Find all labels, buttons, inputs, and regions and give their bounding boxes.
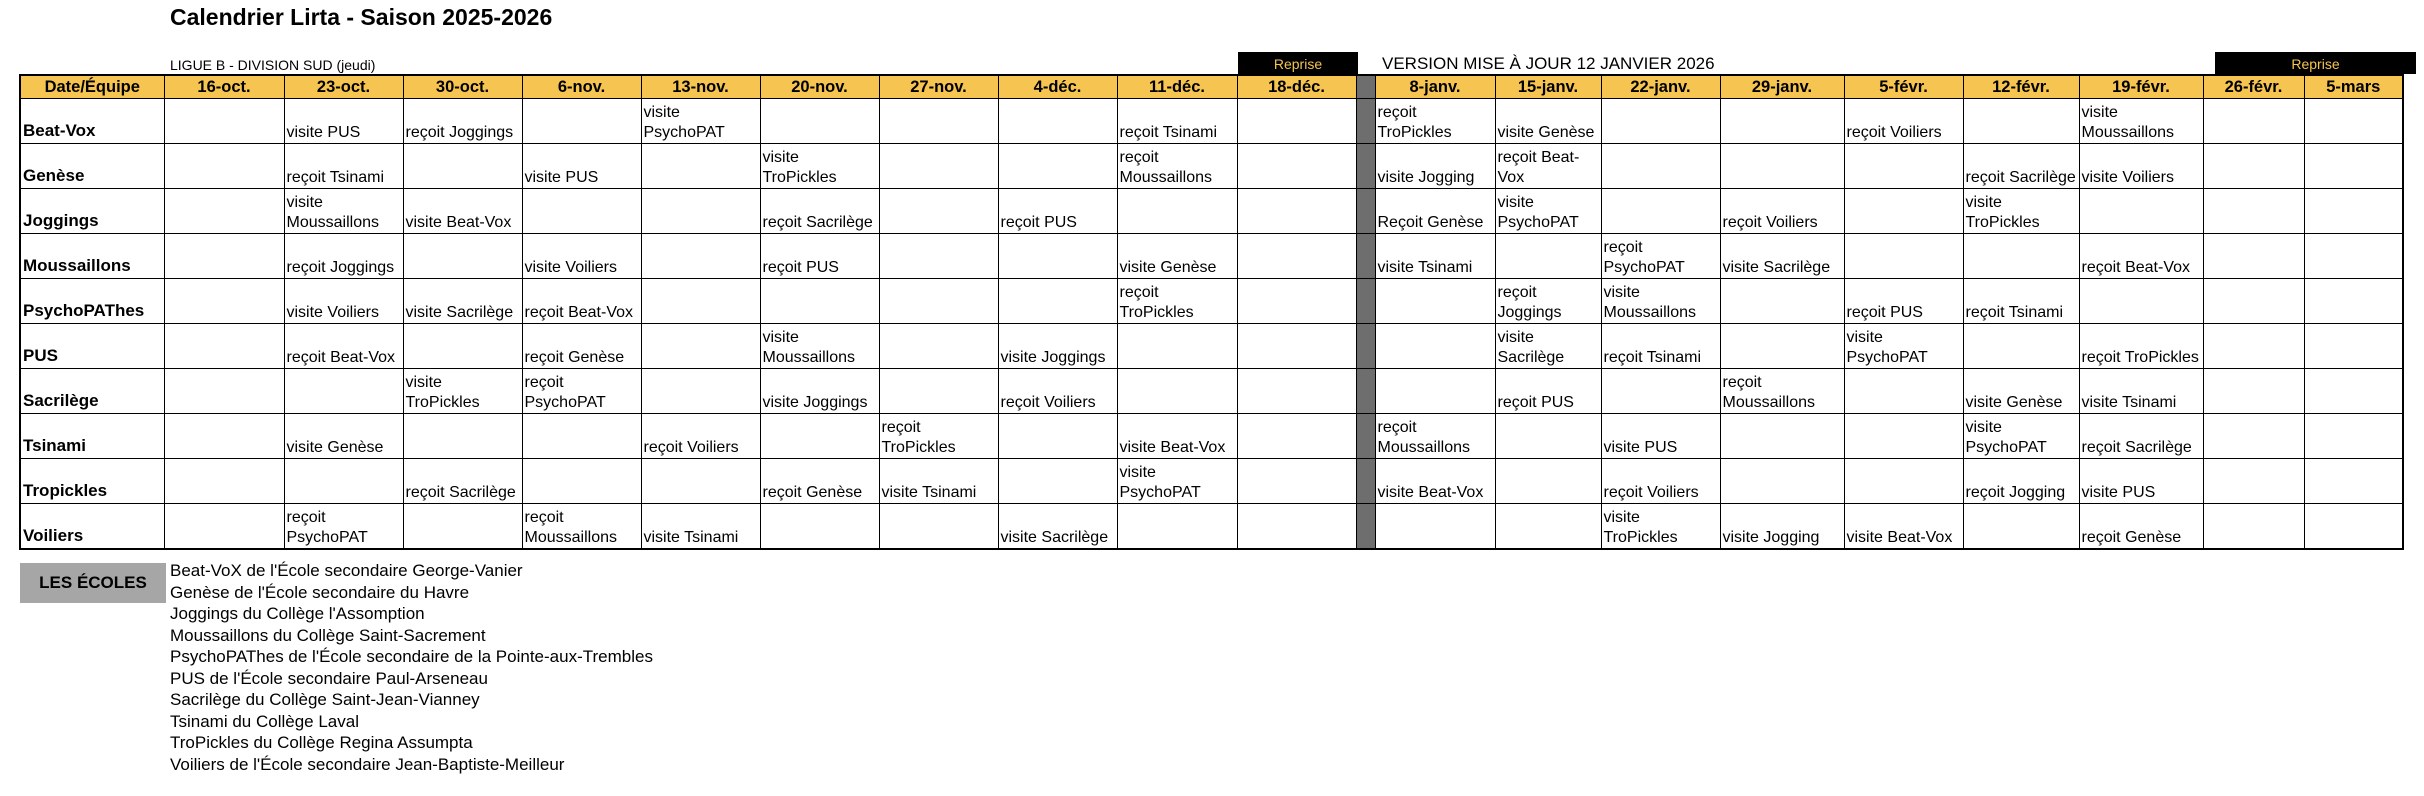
game-cell: visite Voiliers [284, 279, 403, 324]
game-cell [1963, 99, 2079, 144]
game-cell: reçoit Joggings [1495, 279, 1601, 324]
game-cell: visite Beat-Vox [1117, 414, 1237, 459]
schools-label: LES ÉCOLES [20, 563, 166, 603]
game-cell: reçoit Sacrilège [403, 459, 522, 504]
game-cell: visite Sacrilège [403, 279, 522, 324]
date-header: 6-nov. [522, 75, 641, 99]
date-header: 20-nov. [760, 75, 879, 99]
separator-cell [1356, 459, 1375, 504]
game-cell [1844, 189, 1963, 234]
game-cell [1720, 324, 1844, 369]
game-cell [284, 459, 403, 504]
game-cell: reçoit Tsinami [1117, 99, 1237, 144]
team-row [20, 504, 2403, 550]
game-cell [2079, 279, 2203, 324]
game-cell: visite Jogging [1720, 504, 1844, 550]
game-cell [1720, 414, 1844, 459]
game-cell [1963, 504, 2079, 550]
game-cell: visite PsychoPAT [1963, 414, 2079, 459]
game-cell [403, 504, 522, 550]
game-cell [1237, 459, 1356, 504]
game-cell: visite TroPickles [1601, 504, 1720, 550]
separator-cell [1356, 234, 1375, 279]
team-row [20, 279, 2403, 324]
team-name: Genèse [20, 144, 164, 189]
game-cell: reçoit Beat-Vox [2079, 234, 2203, 279]
game-cell [1720, 99, 1844, 144]
game-cell [2304, 279, 2403, 324]
game-cell [760, 414, 879, 459]
game-cell [1375, 324, 1495, 369]
game-cell [1237, 324, 1356, 369]
date-header: 30-oct. [403, 75, 522, 99]
game-cell: reçoit Tsinami [1963, 279, 2079, 324]
game-cell [879, 144, 998, 189]
game-cell [164, 504, 284, 550]
game-cell: visite PUS [1601, 414, 1720, 459]
game-cell [2203, 414, 2304, 459]
game-cell [164, 99, 284, 144]
game-cell [1844, 369, 1963, 414]
game-cell [1237, 189, 1356, 234]
team-name: PsychoPAThes [20, 279, 164, 324]
game-cell [1495, 234, 1601, 279]
game-cell [879, 279, 998, 324]
game-cell: reçoit Tsinami [284, 144, 403, 189]
league-subtitle: LIGUE B - DIVISION SUD (jeudi) [170, 57, 376, 73]
game-cell [522, 99, 641, 144]
game-cell: visite Genèse [284, 414, 403, 459]
game-cell [403, 414, 522, 459]
game-cell [1844, 144, 1963, 189]
game-cell: visite Tsinami [879, 459, 998, 504]
date-header: 13-nov. [641, 75, 760, 99]
game-cell [2203, 144, 2304, 189]
game-cell: reçoit PsychoPAT [284, 504, 403, 550]
game-cell [1495, 414, 1601, 459]
game-cell: visite Genèse [1963, 369, 2079, 414]
game-cell [1237, 279, 1356, 324]
game-cell [164, 144, 284, 189]
game-cell [879, 99, 998, 144]
game-cell [2203, 234, 2304, 279]
game-cell: reçoit Voiliers [641, 414, 760, 459]
team-row [20, 144, 2403, 189]
game-cell: reçoit TroPickles [1117, 279, 1237, 324]
date-header: 23-oct. [284, 75, 403, 99]
game-cell [403, 234, 522, 279]
game-cell [641, 189, 760, 234]
school-item: Moussaillons du Collège Saint-Sacrement [170, 625, 486, 645]
date-header: 26-févr. [2203, 75, 2304, 99]
game-cell: reçoit Sacrilège [1963, 144, 2079, 189]
schools-list [170, 560, 653, 775]
game-cell: reçoit TroPickles [2079, 324, 2203, 369]
game-cell: reçoit Genèse [760, 459, 879, 504]
game-cell [1495, 459, 1601, 504]
game-cell [1495, 504, 1601, 550]
game-cell: reçoit Voiliers [1601, 459, 1720, 504]
game-cell [164, 369, 284, 414]
game-cell: reçoit Beat-Vox [522, 279, 641, 324]
separator-column [1356, 75, 1375, 99]
game-cell [2304, 459, 2403, 504]
reprise-badge-february: Reprise [2215, 52, 2416, 74]
game-cell [2203, 369, 2304, 414]
game-cell [1601, 99, 1720, 144]
school-item: Genèse de l'École secondaire du Havre [170, 582, 470, 602]
game-cell [403, 144, 522, 189]
separator-cell [1356, 504, 1375, 550]
game-cell: visite Beat-Vox [1844, 504, 1963, 550]
game-cell [1237, 234, 1356, 279]
game-cell: visite PsychoPAT [641, 99, 760, 144]
date-header: 15-janv. [1495, 75, 1601, 99]
game-cell: reçoit PsychoPAT [522, 369, 641, 414]
game-cell [1237, 144, 1356, 189]
team-row [20, 189, 2403, 234]
date-header: 4-déc. [998, 75, 1117, 99]
game-cell: reçoit Genèse [522, 324, 641, 369]
team-name: Tropickles [20, 459, 164, 504]
reprise-badge-december: Reprise [1238, 52, 1358, 74]
game-cell [2304, 369, 2403, 414]
separator-cell [1356, 369, 1375, 414]
team-row [20, 414, 2403, 459]
game-cell [641, 324, 760, 369]
game-cell: reçoit TroPickles [879, 414, 998, 459]
header-row [20, 75, 2403, 99]
game-cell: reçoit Moussaillons [1117, 144, 1237, 189]
game-cell [2304, 99, 2403, 144]
game-cell [760, 504, 879, 550]
game-cell [164, 279, 284, 324]
game-cell: visite Moussaillons [1601, 279, 1720, 324]
game-cell [1601, 369, 1720, 414]
date-header: 12-févr. [1963, 75, 2079, 99]
game-cell [2203, 279, 2304, 324]
game-cell [879, 369, 998, 414]
game-cell: reçoit Voiliers [1844, 99, 1963, 144]
game-cell: visite TroPickles [1963, 189, 2079, 234]
game-cell [1237, 504, 1356, 550]
game-cell [879, 189, 998, 234]
game-cell [998, 279, 1117, 324]
team-name: Voiliers [20, 504, 164, 550]
game-cell [1601, 189, 1720, 234]
date-header: 19-févr. [2079, 75, 2203, 99]
team-row [20, 99, 2403, 144]
school-item: TroPickles du Collège Regina Assumpta [170, 733, 473, 752]
game-cell: visite TroPickles [760, 144, 879, 189]
game-cell: reçoit PUS [1495, 369, 1601, 414]
game-cell: reçoit Moussaillons [1720, 369, 1844, 414]
game-cell [760, 99, 879, 144]
game-cell [2304, 504, 2403, 550]
game-cell: visite PUS [284, 99, 403, 144]
team-row [20, 369, 2403, 414]
game-cell [760, 279, 879, 324]
separator-cell [1356, 414, 1375, 459]
game-cell [2304, 144, 2403, 189]
game-cell: visite PUS [522, 144, 641, 189]
team-name: Tsinami [20, 414, 164, 459]
game-cell [2203, 189, 2304, 234]
game-cell: reçoit Jogging [1963, 459, 2079, 504]
game-cell [1720, 459, 1844, 504]
game-cell [2203, 504, 2304, 550]
game-cell [2203, 324, 2304, 369]
game-cell [164, 324, 284, 369]
date-header: 16-oct. [164, 75, 284, 99]
version-note: VERSION MISE À JOUR 12 JANVIER 2026 [1382, 54, 1715, 73]
date-header: 5-mars [2304, 75, 2403, 99]
game-cell: reçoit Moussaillons [1375, 414, 1495, 459]
game-cell [1237, 369, 1356, 414]
school-item: Sacrilège du Collège Saint-Jean-Vianney [170, 690, 480, 709]
game-cell [1117, 189, 1237, 234]
game-cell [2304, 189, 2403, 234]
game-cell [1117, 324, 1237, 369]
game-cell [998, 459, 1117, 504]
game-cell [641, 144, 760, 189]
game-cell: reçoit Joggings [284, 234, 403, 279]
game-cell: visite TroPickles [403, 369, 522, 414]
game-cell [2304, 324, 2403, 369]
game-cell: reçoit PsychoPAT [1601, 234, 1720, 279]
team-name: Moussaillons [20, 234, 164, 279]
game-cell [998, 234, 1117, 279]
game-cell [998, 144, 1117, 189]
game-cell: visite Tsinami [1375, 234, 1495, 279]
game-cell: reçoit PUS [760, 234, 879, 279]
game-cell [164, 234, 284, 279]
game-cell: reçoit PUS [998, 189, 1117, 234]
game-cell [1117, 369, 1237, 414]
game-cell: visite Tsinami [2079, 369, 2203, 414]
separator-cell [1356, 279, 1375, 324]
game-cell [522, 414, 641, 459]
date-header: 22-janv. [1601, 75, 1720, 99]
game-cell [2304, 234, 2403, 279]
schedule-table [19, 74, 2404, 550]
game-cell: visite PsychoPAT [1844, 324, 1963, 369]
game-cell [164, 414, 284, 459]
game-cell [2304, 414, 2403, 459]
game-cell: visite Voiliers [522, 234, 641, 279]
game-cell: visite Sacrilège [1495, 324, 1601, 369]
date-header: 8-janv. [1375, 75, 1495, 99]
game-cell [879, 504, 998, 550]
game-cell: visite PsychoPAT [1117, 459, 1237, 504]
game-cell: visite Sacrilège [1720, 234, 1844, 279]
team-row [20, 459, 2403, 504]
separator-cell [1356, 324, 1375, 369]
game-cell: reçoit Beat-Vox [284, 324, 403, 369]
game-cell [2203, 99, 2304, 144]
game-cell: visite Beat-Vox [1375, 459, 1495, 504]
date-header: 11-déc. [1117, 75, 1237, 99]
team-name: Sacrilège [20, 369, 164, 414]
game-cell: visite Genèse [1117, 234, 1237, 279]
date-header: 27-nov. [879, 75, 998, 99]
team-name: Joggings [20, 189, 164, 234]
game-cell: reçoit Sacrilège [2079, 414, 2203, 459]
game-cell [1237, 99, 1356, 144]
game-cell: reçoit Voiliers [1720, 189, 1844, 234]
game-cell [641, 369, 760, 414]
game-cell: reçoit Sacrilège [760, 189, 879, 234]
game-cell [284, 369, 403, 414]
game-cell [1963, 324, 2079, 369]
date-header: 29-janv. [1720, 75, 1844, 99]
game-cell [1844, 414, 1963, 459]
school-item: PsychoPAThes de l'École secondaire de la Pointe-aux-Trembles [170, 647, 653, 666]
game-cell: reçoit Genèse [2079, 504, 2203, 550]
separator-cell [1356, 144, 1375, 189]
separator-cell [1356, 99, 1375, 144]
game-cell [2079, 189, 2203, 234]
game-cell [1601, 144, 1720, 189]
game-cell [1375, 504, 1495, 550]
team-row [20, 324, 2403, 369]
game-cell: reçoit Voiliers [998, 369, 1117, 414]
game-cell [522, 189, 641, 234]
game-cell: reçoit TroPickles [1375, 99, 1495, 144]
school-item: Voiliers de l'École secondaire Jean-Baptiste-Meilleur [170, 754, 565, 774]
date-header: 18-déc. [1237, 75, 1356, 99]
game-cell: reçoit PUS [1844, 279, 1963, 324]
game-cell: visite Genèse [1495, 99, 1601, 144]
date-header: 5-févr. [1844, 75, 1963, 99]
corner-header: Date/Équipe [20, 75, 164, 99]
game-cell: visite Beat-Vox [403, 189, 522, 234]
game-cell [1117, 504, 1237, 550]
team-row [20, 234, 2403, 279]
team-name: PUS [20, 324, 164, 369]
game-cell [1963, 234, 2079, 279]
game-cell: visite Sacrilège [998, 504, 1117, 550]
game-cell [522, 459, 641, 504]
game-cell: reçoit Joggings [403, 99, 522, 144]
game-cell: visite PsychoPAT [1495, 189, 1601, 234]
game-cell [164, 459, 284, 504]
game-cell [879, 234, 998, 279]
school-item: Joggings du Collège l'Assomption [170, 604, 425, 623]
game-cell: visite Joggings [998, 324, 1117, 369]
game-cell: visite Moussaillons [760, 324, 879, 369]
game-cell [641, 459, 760, 504]
game-cell: visite Moussaillons [2079, 99, 2203, 144]
school-item: PUS de l'École secondaire Paul-Arseneau [170, 668, 488, 688]
game-cell [998, 414, 1117, 459]
game-cell [879, 324, 998, 369]
game-cell [1844, 234, 1963, 279]
game-cell: visite Jogging [1375, 144, 1495, 189]
school-item: Beat-VoX de l'École secondaire George-Vanier [170, 561, 523, 580]
game-cell [1720, 144, 1844, 189]
game-cell [2203, 459, 2304, 504]
game-cell: visite Joggings [760, 369, 879, 414]
game-cell: Reçoit Genèse [1375, 189, 1495, 234]
game-cell [1375, 369, 1495, 414]
game-cell: visite Voiliers [2079, 144, 2203, 189]
game-cell [1375, 279, 1495, 324]
team-name: Beat-Vox [20, 99, 164, 144]
game-cell [641, 234, 760, 279]
game-cell: reçoit Beat-Vox [1495, 144, 1601, 189]
separator-cell [1356, 189, 1375, 234]
game-cell: reçoit Tsinami [1601, 324, 1720, 369]
game-cell: visite Tsinami [641, 504, 760, 550]
game-cell: reçoit Moussaillons [522, 504, 641, 550]
game-cell [641, 279, 760, 324]
game-cell [164, 189, 284, 234]
game-cell [403, 324, 522, 369]
game-cell [1844, 459, 1963, 504]
school-item: Tsinami du Collège Laval [170, 711, 359, 731]
game-cell: visite Moussaillons [284, 189, 403, 234]
page-title: Calendrier Lirta - Saison 2025-2026 [170, 4, 553, 30]
game-cell [1720, 279, 1844, 324]
game-cell: visite PUS [2079, 459, 2203, 504]
game-cell [998, 99, 1117, 144]
game-cell [1237, 414, 1356, 459]
